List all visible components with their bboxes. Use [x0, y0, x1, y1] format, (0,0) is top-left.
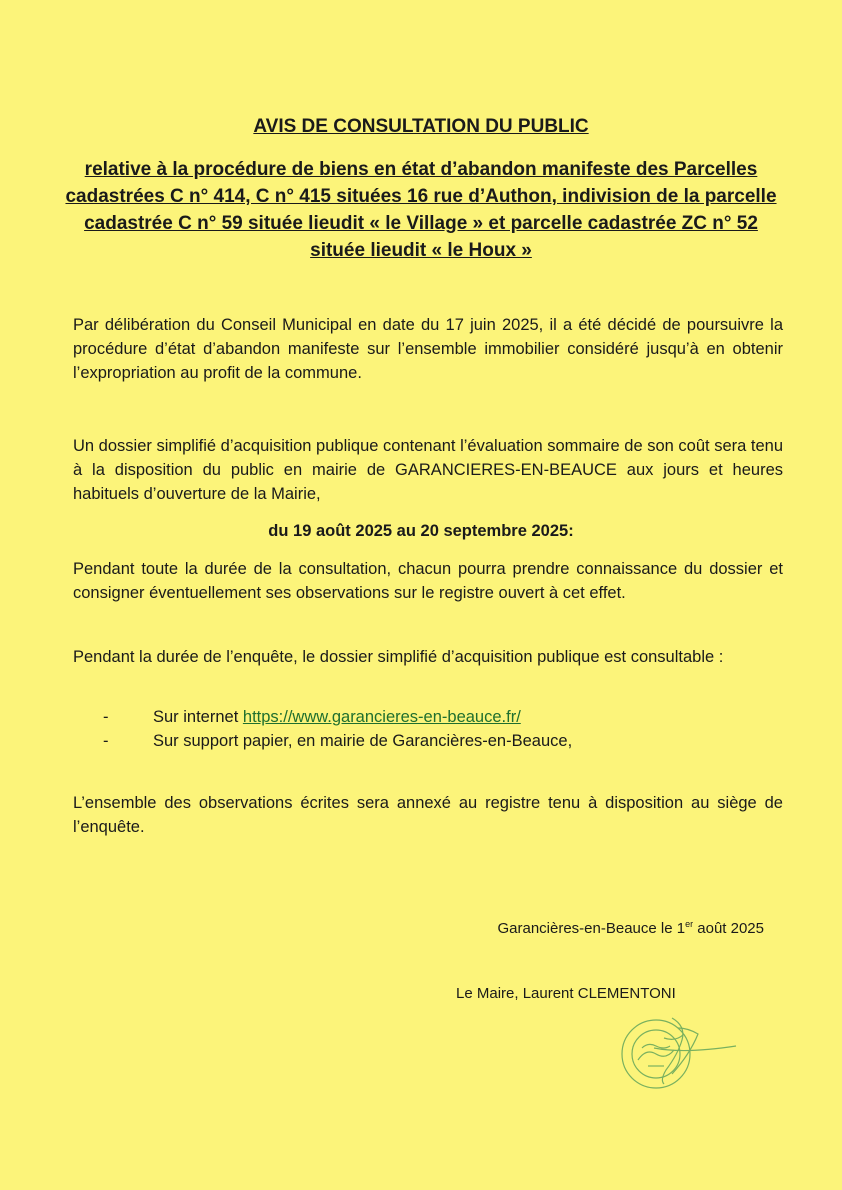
list-item-paper-label: Sur support papier, en mairie de Garancières-en-Beauce, — [153, 732, 573, 750]
list-dash: - — [103, 708, 109, 726]
mayor-signature-line: Le Maire, Laurent CLEMENTONI — [456, 985, 676, 1002]
notice-title: AVIS DE CONSULTATION DU PUBLIC — [253, 116, 589, 137]
paragraph-consultable: Pendant la durée de l’enquête, le dossier simplifié d’acquisition publique est consultable : — [73, 648, 724, 666]
place-date-superscript: er — [685, 919, 694, 929]
paragraph-deliberation: Par délibération du Conseil Municipal en date du 17 juin 2025, il a été décidé de poursuivre la procédure d’état d’abandon manifeste sur l’ensemble immobilier considéré jusqu’à en obtenir l’expropriation au profit de la commune. — [73, 316, 783, 382]
notice-subtitle: relative à la procédure de biens en état d’abandon manifeste des Parcelles cadastrées C n° 414, C n° 415 situées 16 rue d’Authon, indivision de la parcelle cadastrée C n° 59 située lieudit « le Village » et parcelle cadastrée ZC n° 52 située lieudit « le Houx » — [65, 159, 777, 261]
list-dash: - — [103, 732, 109, 750]
paragraph-consultation: Pendant toute la durée de la consultation, chacun pourra prendre connaissance du dossier et consigner éventuellement ses observations sur le registre ouvert à cet effet. — [73, 560, 783, 602]
list-item-internet-label: Sur internet — [153, 708, 243, 726]
website-link[interactable]: https://www.garancieres-en-beauce.fr/ — [242, 708, 521, 726]
place-and-date — [497, 919, 764, 937]
consultation-dates: du 19 août 2025 au 20 septembre 2025: — [268, 522, 574, 540]
place-date-prefix: Garancières-en-Beauce le 1 — [497, 920, 686, 937]
paragraph-dossier: Un dossier simplifié d’acquisition publique contenant l’évaluation sommaire de son coût sera tenu à la disposition du public en mairie de GARANCIERES-EN-BEAUCE aux jours et heures habituels d’ouverture de la Mairie, — [73, 437, 783, 503]
place-date-suffix: août 2025 — [693, 920, 764, 937]
paragraph-observations: L’ensemble des observations écrites sera annexé au registre tenu à disposition au siège de l’enquête. — [73, 794, 783, 836]
list-item — [73, 729, 783, 753]
consultation-methods-list — [73, 705, 783, 753]
list-item — [73, 705, 783, 729]
municipal-stamp-icon — [594, 1008, 744, 1093]
